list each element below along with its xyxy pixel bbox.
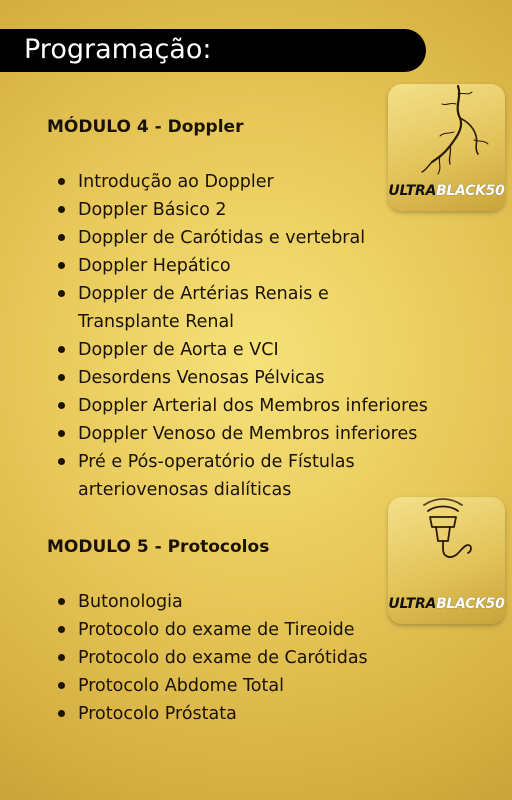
list-item: Protocolo do exame de Tireoide [78, 616, 498, 644]
list-item: Butonologia [78, 588, 498, 616]
list-item: Protocolo do exame de Carótidas [78, 644, 498, 672]
header-bar [0, 29, 426, 72]
brand-part-black50: BLACK50 [436, 596, 505, 612]
list-item: Doppler Hepático [78, 252, 498, 280]
list-item: Protocolo Abdome Total [78, 672, 498, 700]
list-item: Doppler Arterial dos Membros inferiores [78, 392, 498, 420]
brand-part-ultra: ULTRA [388, 596, 437, 612]
brand-part-black50: BLACK50 [436, 183, 505, 199]
list-item: Doppler Básico 2 [78, 196, 498, 224]
module-5-title: MODULO 5 - Protocolos [47, 537, 270, 557]
brand-part-ultra: ULTRA [388, 183, 437, 199]
module-4-topic-list [78, 168, 498, 504]
list-item: Desordens Venosas Pélvicas [78, 364, 498, 392]
list-item: Introdução ao Doppler [78, 168, 498, 196]
list-item: Doppler Venoso de Membros inferiores [78, 420, 498, 448]
list-item: Doppler de Aorta e VCI [78, 336, 498, 364]
list-item: Doppler de Artérias Renais e Transplante Renal [78, 280, 378, 336]
list-item: Pré e Pós-operatório de Fístulas arteriovenosas dialíticas [78, 448, 408, 504]
list-item: Protocolo Próstata [78, 700, 498, 728]
module-4-title: MÓDULO 4 - Doppler [47, 117, 244, 137]
ultrasound-probe-icon [388, 497, 505, 597]
page-title: Programação: [24, 34, 212, 65]
module-5-topic-list [78, 588, 498, 728]
list-item: Doppler de Carótidas e vertebral [78, 224, 498, 252]
